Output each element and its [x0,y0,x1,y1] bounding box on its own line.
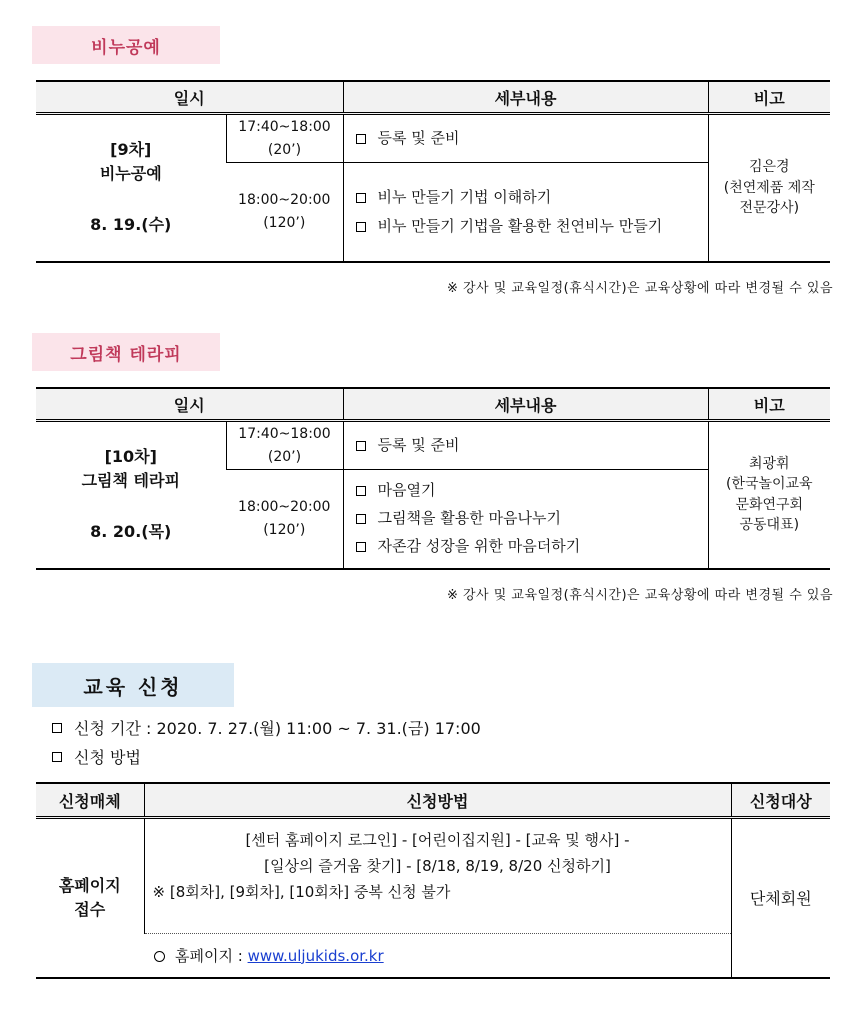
slot-time: 18:00~20:00 [238,192,331,209]
checkbox-bullet-icon [356,193,366,203]
schedule-table-soap [36,80,830,263]
detail-cell [343,114,708,163]
schedule-note: ※ 강사 및 교육일정(휴식시간)은 교육상황에 따라 변경될 수 있음 [446,588,833,603]
session-title: 그림책 테라피 [81,471,180,491]
session-round: [9차] [110,139,152,159]
detail-cell [343,163,708,262]
list-item: 그림책을 활용한 마음나누기 [356,505,708,533]
homepage-link[interactable]: www.uljukids.or.kr [247,946,384,965]
session-cell [36,114,226,262]
list-item: 비누 만들기 기법 이해하기 [356,183,708,212]
remark-line: 전문강사) [739,199,800,216]
application-method-label [52,745,141,768]
header-detail: 세부내용 [343,388,708,421]
header-remark: 비고 [708,81,830,114]
method-note: ※ [8회차], [9회차], [10회차] 중복 신청 불가 [152,882,451,901]
remark-line: 문화연구회 [735,496,804,513]
medium-line: 접수 [74,899,106,919]
session-round: [10차] [104,446,157,466]
checkbox-bullet-icon [356,134,366,144]
checkbox-bullet-icon [356,542,366,552]
time-cell [226,114,343,163]
remark-cell [708,421,830,569]
session-date: 8. 19.(수) [90,215,172,235]
header-medium: 신청매체 [36,783,144,818]
list-item: 마음열기 [356,477,708,505]
method-line: [일상의 즐거움 찾기] - [8/18, 8/19, 8/20 신청하기] [264,857,611,876]
slot-time: 18:00~20:00 [238,499,331,516]
header-detail: 세부내용 [343,81,708,114]
section-tag-application: 교육 신청 [32,663,234,707]
remark-line: (한국놀이교육 [725,476,813,493]
medium-cell [36,818,144,978]
time-cell [226,470,343,569]
schedule-note: ※ 강사 및 교육일정(휴식시간)은 교육상황에 따라 변경될 수 있음 [446,281,833,296]
section-tag-picturebook: 그림책 테라피 [32,333,220,371]
time-cell [226,421,343,470]
method-line: [센터 홈페이지 로그인] - [어린이집지원] - [교육 및 행사] - [245,831,630,849]
list-item: 등록 및 준비 [356,124,708,153]
header-date: 일시 [36,81,343,114]
slot-duration: (120’) [263,521,306,538]
application-period [52,716,481,739]
checkbox-bullet-icon [52,723,62,733]
list-item: 비누 만들기 기법을 활용한 천연비누 만들기 [356,212,708,241]
slot-time: 17:40~18:00 [238,119,331,136]
detail-cell [343,421,708,470]
method-cell [144,818,731,934]
checkbox-bullet-icon [356,514,366,524]
checkbox-bullet-icon [52,752,62,762]
checkbox-bullet-icon [356,486,366,496]
header-date: 일시 [36,388,343,421]
circle-bullet-icon [154,951,165,962]
detail-cell [343,470,708,569]
slot-time: 17:40~18:00 [238,426,331,443]
header-target: 신청대상 [731,783,830,818]
period-text: 신청 기간 : 2020. 7. 27.(월) 11:00 ~ 7. 31.(금) 17:00 [74,719,481,738]
session-cell [36,421,226,569]
session-title: 비누공예 [99,164,162,184]
remark-line: 김은경 [748,159,790,176]
method-label-text: 신청 방법 [74,748,141,767]
slot-duration: (120’) [263,214,306,231]
session-date: 8. 20.(목) [90,522,172,542]
remark-line: 최광휘 [748,456,790,473]
header-remark: 비고 [708,388,830,421]
remark-cell [708,114,830,262]
homepage-label: 홈페이지 : [175,946,248,965]
header-method: 신청방법 [144,783,731,818]
checkbox-bullet-icon [356,222,366,232]
target-cell: 단체회원 [731,818,830,978]
time-cell [226,163,343,262]
section-tag-soap: 비누공예 [32,26,220,64]
slot-duration: (20’) [267,448,302,465]
homepage-cell [144,934,731,978]
list-item: 등록 및 준비 [356,431,708,460]
remark-line: 공동대표) [739,517,800,534]
schedule-table-picturebook [36,387,830,570]
list-item: 자존감 성장을 위한 마음더하기 [356,533,708,561]
slot-duration: (20’) [267,141,302,158]
medium-line: 홈페이지 [58,875,121,895]
application-table [36,782,830,979]
remark-line: (천연제품 제작 [723,179,815,196]
checkbox-bullet-icon [356,441,366,451]
